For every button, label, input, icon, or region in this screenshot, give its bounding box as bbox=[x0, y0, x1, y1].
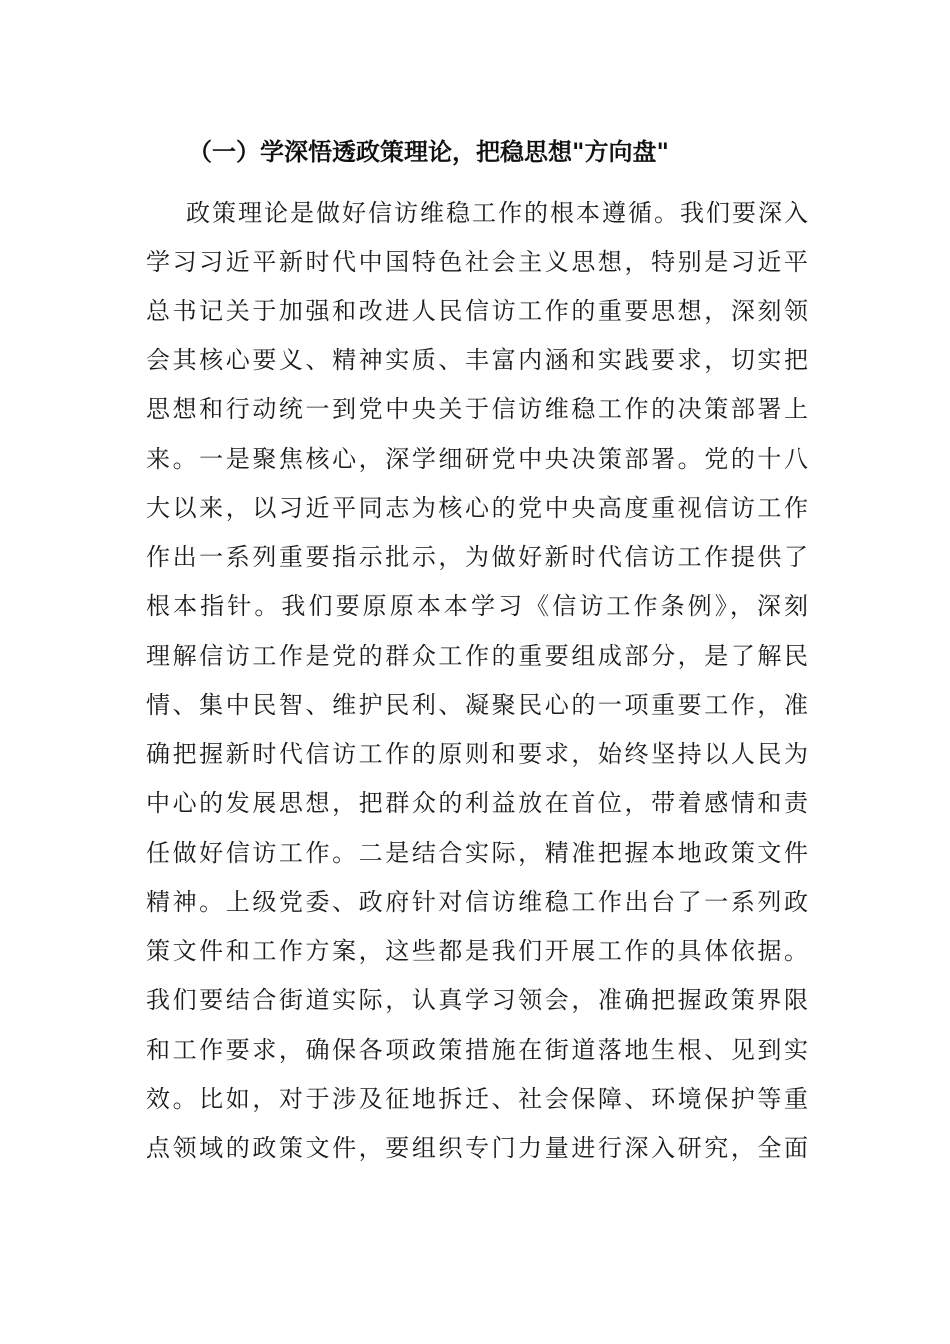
paragraph-line: 精神。上级党委、政府针对信访维稳工作出台了一系列政 bbox=[146, 888, 808, 916]
paragraph-line: 点领域的政策文件，要组织专门力量进行深入研究，全面 bbox=[146, 1134, 808, 1162]
paragraph-line: 确把握新时代信访工作的原则和要求，始终坚持以人民为 bbox=[146, 740, 808, 768]
paragraph-line: 学习习近平新时代中国特色社会主义思想，特别是习近平 bbox=[146, 248, 808, 276]
paragraph-line: 作出一系列重要指示批示，为做好新时代信访工作提供了 bbox=[146, 543, 808, 571]
paragraph-line: 会其核心要义、精神实质、丰富内涵和实践要求，切实把 bbox=[146, 346, 808, 374]
paragraph-line: 情、集中民智、维护民利、凝聚民心的一项重要工作，准 bbox=[146, 691, 808, 719]
paragraph-line: 总书记关于加强和改进人民信访工作的重要思想，深刻领 bbox=[146, 297, 808, 325]
paragraph-line: 思想和行动统一到党中央关于信访维稳工作的决策部署上 bbox=[146, 395, 808, 423]
paragraph-line: 中心的发展思想，把群众的利益放在首位，带着感情和责 bbox=[146, 789, 808, 817]
paragraph-line: 策文件和工作方案，这些都是我们开展工作的具体依据。 bbox=[146, 937, 808, 965]
paragraph-line: 来。一是聚焦核心，深学细研党中央决策部署。党的十八 bbox=[146, 445, 808, 473]
paragraph-line: 任做好信访工作。二是结合实际，精准把握本地政策文件 bbox=[146, 839, 808, 867]
section-heading: （一）学深悟透政策理论，把稳思想"方向盘" bbox=[188, 138, 670, 166]
paragraph-line: 效。比如，对于涉及征地拆迁、社会保障、环境保护等重 bbox=[146, 1085, 808, 1113]
paragraph-line: 我们要结合街道实际，认真学习领会，准确把握政策界限 bbox=[146, 986, 808, 1014]
paragraph-line: 和工作要求，确保各项政策措施在街道落地生根、见到实 bbox=[146, 1036, 808, 1064]
paragraph-line: 大以来，以习近平同志为核心的党中央高度重视信访工作 bbox=[146, 494, 808, 522]
paragraph-line: 政策理论是做好信访维稳工作的根本遵循。我们要深入 bbox=[186, 199, 808, 227]
paragraph-line: 根本指针。我们要原原本本学习《信访工作条例》，深刻 bbox=[146, 592, 808, 620]
paragraph-line: 理解信访工作是党的群众工作的重要组成部分，是了解民 bbox=[146, 642, 808, 670]
